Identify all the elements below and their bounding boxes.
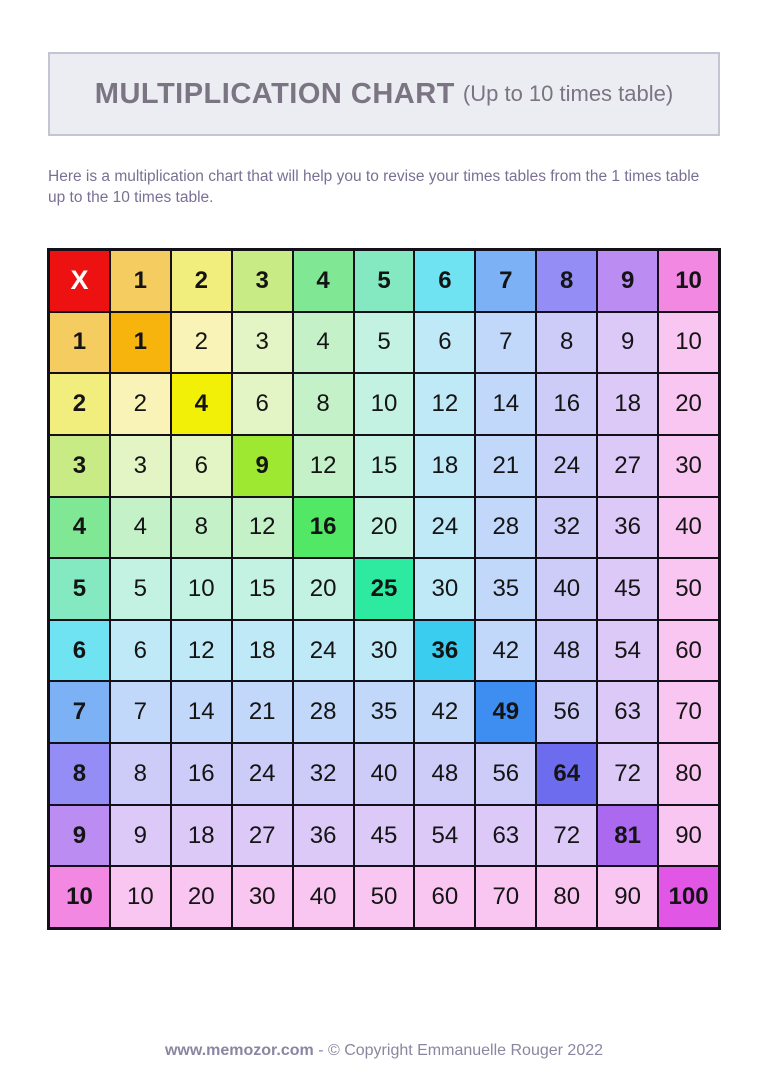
product-cell-4x3: 12 <box>233 498 292 558</box>
col-header-cell-1: 1 <box>111 251 170 311</box>
product-cell-1x7: 7 <box>476 313 535 373</box>
description-text: Here is a multiplication chart that will help you to revise your times tables from the 1 times table up to the 10 times table. <box>48 168 700 206</box>
product-cell-9x10: 90 <box>659 806 718 866</box>
square-product-cell-4x4: 16 <box>294 498 353 558</box>
product-cell-4x9: 36 <box>598 498 657 558</box>
product-cell-5x8: 40 <box>537 559 596 619</box>
product-cell-10x5: 50 <box>355 867 414 927</box>
product-cell-7x10: 70 <box>659 682 718 742</box>
product-cell-3x7: 21 <box>476 436 535 496</box>
square-product-cell-2x2: 4 <box>172 374 231 434</box>
product-cell-3x8: 24 <box>537 436 596 496</box>
product-cell-2x4: 8 <box>294 374 353 434</box>
product-cell-5x3: 15 <box>233 559 292 619</box>
product-cell-6x3: 18 <box>233 621 292 681</box>
row-header-cell-2: 2 <box>50 374 109 434</box>
col-header-cell-3: 3 <box>233 251 292 311</box>
product-cell-1x3: 3 <box>233 313 292 373</box>
footer-site-name: www.memozor.com <box>164 1042 314 1059</box>
square-product-cell-7x7: 49 <box>476 682 535 742</box>
row-header-cell-4: 4 <box>50 498 109 558</box>
product-cell-2x1: 2 <box>111 374 170 434</box>
product-cell-2x3: 6 <box>233 374 292 434</box>
product-cell-8x3: 24 <box>233 744 292 804</box>
row-header-cell-7: 7 <box>50 682 109 742</box>
product-cell-8x10: 80 <box>659 744 718 804</box>
row-header-cell-6: 6 <box>50 621 109 681</box>
product-cell-1x8: 8 <box>537 313 596 373</box>
product-cell-5x7: 35 <box>476 559 535 619</box>
product-cell-1x4: 4 <box>294 313 353 373</box>
square-product-cell-3x3: 9 <box>233 436 292 496</box>
col-header-cell-4: 4 <box>294 251 353 311</box>
product-cell-6x4: 24 <box>294 621 353 681</box>
product-cell-7x5: 35 <box>355 682 414 742</box>
multiply-corner-cell: X <box>50 251 109 311</box>
square-product-cell-8x8: 64 <box>537 744 596 804</box>
product-cell-7x6: 42 <box>415 682 474 742</box>
product-cell-5x2: 10 <box>172 559 231 619</box>
product-cell-7x8: 56 <box>537 682 596 742</box>
footer-separator: - <box>313 1042 328 1059</box>
product-cell-10x2: 20 <box>172 867 231 927</box>
product-cell-10x4: 40 <box>294 867 353 927</box>
col-header-cell-7: 7 <box>476 251 535 311</box>
row-header-cell-5: 5 <box>50 559 109 619</box>
product-cell-4x6: 24 <box>415 498 474 558</box>
row-header-cell-9: 9 <box>50 806 109 866</box>
product-cell-9x4: 36 <box>294 806 353 866</box>
product-cell-3x6: 18 <box>415 436 474 496</box>
product-cell-9x1: 9 <box>111 806 170 866</box>
row-header-cell-3: 3 <box>50 436 109 496</box>
product-cell-7x2: 14 <box>172 682 231 742</box>
product-cell-9x5: 45 <box>355 806 414 866</box>
page-subtitle: (Up to 10 times table) <box>462 81 674 106</box>
product-cell-4x5: 20 <box>355 498 414 558</box>
product-cell-4x1: 4 <box>111 498 170 558</box>
product-cell-8x7: 56 <box>476 744 535 804</box>
col-header-cell-9: 9 <box>598 251 657 311</box>
product-cell-9x7: 63 <box>476 806 535 866</box>
product-cell-7x1: 7 <box>111 682 170 742</box>
product-cell-7x3: 21 <box>233 682 292 742</box>
product-cell-5x9: 45 <box>598 559 657 619</box>
product-cell-9x2: 18 <box>172 806 231 866</box>
product-cell-3x9: 27 <box>598 436 657 496</box>
product-cell-10x1: 10 <box>111 867 170 927</box>
square-product-cell-10x10: 100 <box>659 867 718 927</box>
square-product-cell-9x9: 81 <box>598 806 657 866</box>
footer-copyright: © Copyright Emmanuelle Rouger 2022 <box>327 1042 604 1059</box>
product-cell-3x1: 3 <box>111 436 170 496</box>
product-cell-1x5: 5 <box>355 313 414 373</box>
product-cell-10x7: 70 <box>476 867 535 927</box>
product-cell-2x8: 16 <box>537 374 596 434</box>
square-product-cell-6x6: 36 <box>415 621 474 681</box>
square-product-cell-1x1: 1 <box>111 313 170 373</box>
product-cell-6x5: 30 <box>355 621 414 681</box>
product-cell-2x9: 18 <box>598 374 657 434</box>
multiplication-table <box>47 248 721 930</box>
product-cell-1x10: 10 <box>659 313 718 373</box>
product-cell-8x2: 16 <box>172 744 231 804</box>
product-cell-4x7: 28 <box>476 498 535 558</box>
footer <box>0 1042 768 1060</box>
product-cell-8x4: 32 <box>294 744 353 804</box>
product-cell-9x6: 54 <box>415 806 474 866</box>
product-cell-8x6: 48 <box>415 744 474 804</box>
row-header-cell-10: 10 <box>50 867 109 927</box>
product-cell-10x6: 60 <box>415 867 474 927</box>
page-title: MULTIPLICATION CHART <box>94 77 455 110</box>
product-cell-9x8: 72 <box>537 806 596 866</box>
col-header-cell-6: 6 <box>415 251 474 311</box>
col-header-cell-2: 2 <box>172 251 231 311</box>
product-cell-6x7: 42 <box>476 621 535 681</box>
product-cell-2x5: 10 <box>355 374 414 434</box>
product-cell-8x9: 72 <box>598 744 657 804</box>
product-cell-3x5: 15 <box>355 436 414 496</box>
product-cell-6x10: 60 <box>659 621 718 681</box>
product-cell-5x6: 30 <box>415 559 474 619</box>
product-cell-10x3: 30 <box>233 867 292 927</box>
product-cell-9x3: 27 <box>233 806 292 866</box>
product-cell-1x2: 2 <box>172 313 231 373</box>
row-header-cell-1: 1 <box>50 313 109 373</box>
product-cell-3x10: 30 <box>659 436 718 496</box>
product-cell-1x9: 9 <box>598 313 657 373</box>
col-header-cell-5: 5 <box>355 251 414 311</box>
product-cell-7x9: 63 <box>598 682 657 742</box>
row-header-cell-8: 8 <box>50 744 109 804</box>
product-cell-5x10: 50 <box>659 559 718 619</box>
product-cell-3x2: 6 <box>172 436 231 496</box>
product-cell-10x8: 80 <box>537 867 596 927</box>
product-cell-4x2: 8 <box>172 498 231 558</box>
product-cell-6x9: 54 <box>598 621 657 681</box>
col-header-cell-10: 10 <box>659 251 718 311</box>
product-cell-8x5: 40 <box>355 744 414 804</box>
square-product-cell-5x5: 25 <box>355 559 414 619</box>
product-cell-7x4: 28 <box>294 682 353 742</box>
product-cell-2x10: 20 <box>659 374 718 434</box>
product-cell-8x1: 8 <box>111 744 170 804</box>
col-header-cell-8: 8 <box>537 251 596 311</box>
product-cell-2x7: 14 <box>476 374 535 434</box>
product-cell-10x9: 90 <box>598 867 657 927</box>
product-cell-4x10: 40 <box>659 498 718 558</box>
product-cell-5x1: 5 <box>111 559 170 619</box>
product-cell-4x8: 32 <box>537 498 596 558</box>
product-cell-5x4: 20 <box>294 559 353 619</box>
product-cell-3x4: 12 <box>294 436 353 496</box>
product-cell-6x1: 6 <box>111 621 170 681</box>
product-cell-6x8: 48 <box>537 621 596 681</box>
title-box <box>48 52 720 136</box>
product-cell-6x2: 12 <box>172 621 231 681</box>
product-cell-1x6: 6 <box>415 313 474 373</box>
product-cell-2x6: 12 <box>415 374 474 434</box>
